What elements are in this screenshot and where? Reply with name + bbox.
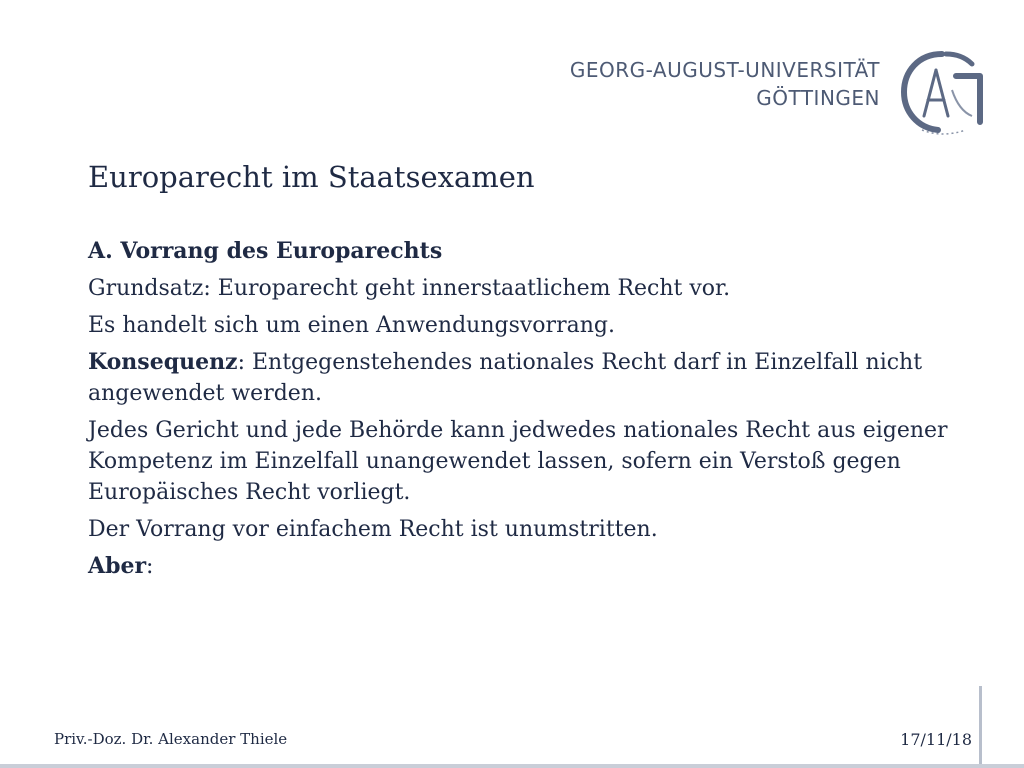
konsequenz-label: Konsequenz — [88, 349, 238, 375]
section-heading-text: A. Vorrang des Europarechts — [88, 238, 443, 264]
footer-author: Priv.-Doz. Dr. Alexander Thiele — [54, 730, 288, 748]
university-name — [570, 56, 880, 112]
university-seal-icon — [896, 46, 988, 138]
aber-label: Aber — [88, 553, 147, 579]
paragraph-grundsatz: Grundsatz: Europarecht geht innerstaatlichem Recht vor. — [88, 276, 731, 301]
paragraph-gericht: Jedes Gericht und jede Behörde kann jedwedes nationales Recht aus eigener Kompetenz im Einzelfall unangewendet lassen, sofern ein Verstoß gegen Europäisches Recht vorliegt. — [88, 418, 948, 505]
slide-title: Europarecht im Staatsexamen — [88, 160, 535, 194]
footer-date: 17/11/18 — [900, 730, 972, 749]
slide-content — [88, 236, 948, 588]
paragraph-anwendungsvorrang: Es handelt sich um einen Anwendungsvorrang. — [88, 313, 615, 338]
footer-divider — [0, 764, 1024, 768]
paragraph-vorrang: Der Vorrang vor einfachem Recht ist unumstritten. — [88, 517, 658, 542]
footer — [0, 716, 1024, 768]
section-heading — [88, 236, 948, 267]
university-name-line2: GÖTTINGEN — [756, 86, 880, 110]
aber-colon: : — [146, 554, 154, 579]
paragraph-aber — [88, 551, 948, 582]
paragraph-konsequenz — [88, 347, 948, 409]
konsequenz-text: : Entgegenstehendes nationales Recht darf in Einzelfall nicht angewendet werden. — [88, 350, 923, 406]
university-name-line1: GEORG-AUGUST-UNIVERSITÄT — [569, 58, 880, 82]
